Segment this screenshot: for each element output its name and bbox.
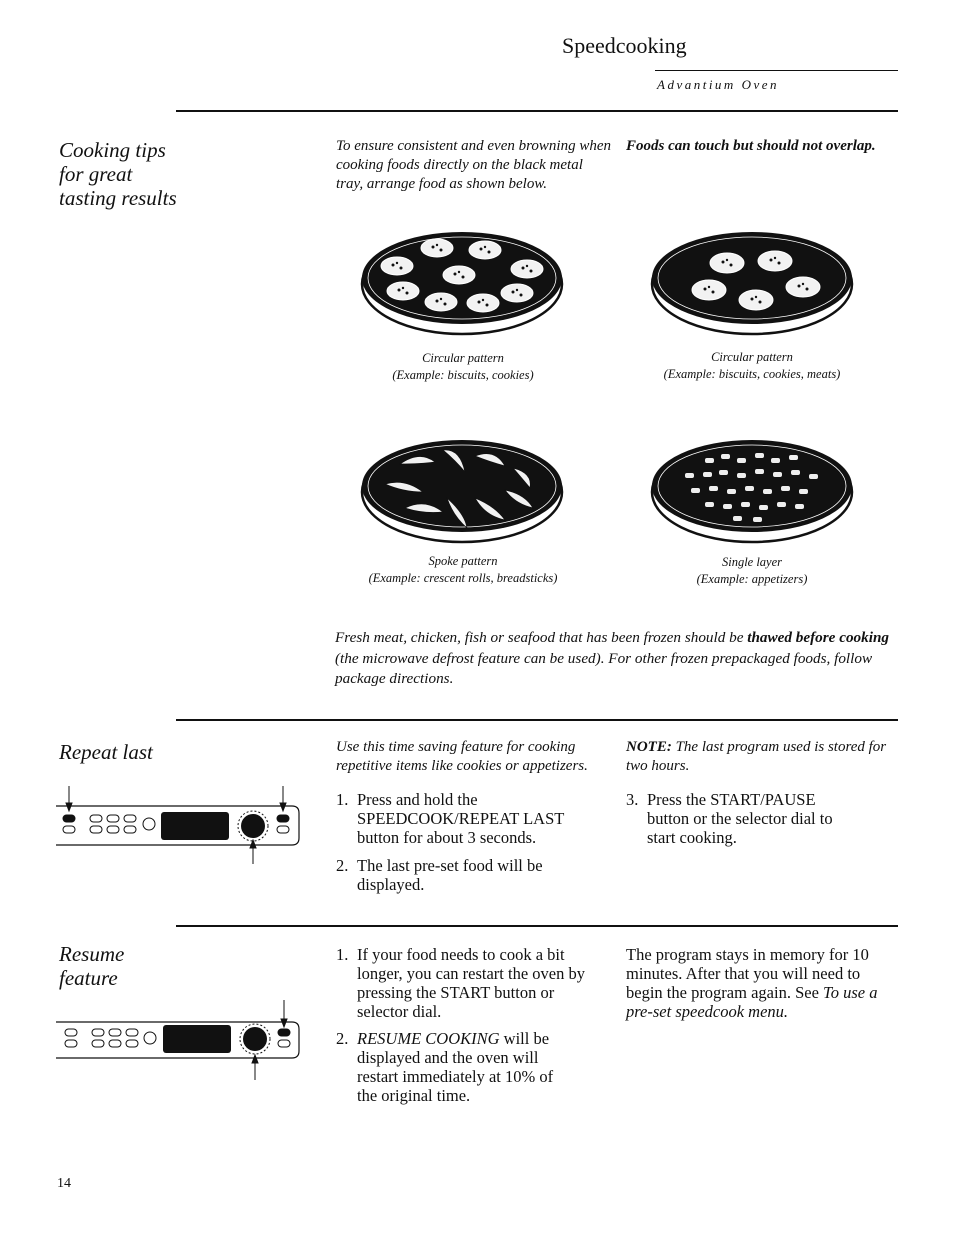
tips-note: Foods can touch but should not overlap. <box>626 138 876 154</box>
repeat-title: Repeat last <box>59 740 153 764</box>
step-text: Press the START/PAUSE button or the selector dial to start cooking. <box>647 790 833 847</box>
step-text: If your food needs to cook a bit longer, you can restart the oven by pressing the START button or selector dial. <box>357 945 585 1021</box>
step-number: 2. <box>336 856 349 875</box>
tray-single-layer-illustration <box>645 428 860 548</box>
caption-single-layer <box>632 554 872 588</box>
control-panel-repeat-illustration <box>56 786 300 866</box>
tray-circular-meats-illustration <box>645 220 860 340</box>
frozen-emphasis: thawed before cooking <box>747 629 889 646</box>
tips-title-line: tasting results <box>59 186 177 210</box>
step-number: 2. <box>336 1029 349 1048</box>
caption-line: (Example: biscuits, cookies) <box>392 368 534 382</box>
section-rule-repeat <box>176 719 898 721</box>
resume-title-line: Resume <box>59 942 125 966</box>
caption-line: Circular pattern <box>711 350 793 364</box>
tips-title-line: Cooking tips <box>59 138 166 162</box>
tips-title-line: for great <box>59 162 133 186</box>
caption-spoke <box>343 553 583 587</box>
caption-line: Circular pattern <box>422 351 504 365</box>
caption-line: (Example: crescent rolls, breadsticks) <box>368 571 558 585</box>
resume-memory-note <box>626 945 898 1021</box>
caption-line: (Example: appetizers) <box>696 572 808 586</box>
step-text-rest: will be displayed and the oven will restart immediately at 10% of the original time. <box>357 1029 554 1105</box>
repeat-intro: Use this time saving feature for cooking repetitive items like cookies or appetizers. <box>336 739 588 774</box>
page-subtitle: Advantium Oven <box>657 77 780 92</box>
tray-circular-cookies-illustration <box>355 220 570 340</box>
note-text: The last program used is stored for two hours. <box>626 739 887 774</box>
note-label: NOTE: <box>626 739 672 755</box>
repeat-note <box>626 738 906 776</box>
section-rule-resume <box>176 925 898 927</box>
memory-text: The program stays in memory for 10 minutes. After that you will need to begin the program again. See <box>626 945 869 1002</box>
caption-line: Spoke pattern <box>428 554 498 568</box>
caption-circular-cookies <box>343 350 583 384</box>
tray-spoke-illustration <box>355 428 570 548</box>
frozen-text: (the microwave defrost feature can be used). For other frozen prepackaged foods, follow package directions. <box>335 649 873 687</box>
step-text: The last pre-set food will be displayed. <box>357 856 543 894</box>
control-panel-resume-illustration <box>56 1000 300 1082</box>
resume-title <box>59 942 124 990</box>
page-number: 14 <box>57 1176 71 1191</box>
step-number: 3. <box>626 790 639 809</box>
caption-line: (Example: biscuits, cookies, meats) <box>663 367 841 381</box>
step-text: Press and hold the SPEEDCOOK/REPEAT LAST button for about 3 seconds. <box>357 790 565 847</box>
tips-intro: To ensure consistent and even browning when cooking foods directly on the black metal tray, arrange food as shown below. <box>336 138 611 192</box>
frozen-food-note <box>335 628 891 690</box>
frozen-text: Fresh meat, chicken, fish or seafood that has been frozen should be <box>335 629 748 646</box>
step-text <box>357 1029 577 1105</box>
page-title: Speedcooking <box>562 33 687 58</box>
section-rule-tips <box>176 110 898 112</box>
step-number: 1. <box>336 945 349 964</box>
step-number: 1. <box>336 790 349 809</box>
caption-circular-meats <box>632 349 872 383</box>
header-rule <box>655 70 898 71</box>
tips-title <box>59 138 177 210</box>
memory-reference: To use a pre-set speedcook menu. <box>626 983 878 1021</box>
caption-line: Single layer <box>721 555 783 569</box>
resume-title-line: feature <box>59 966 118 990</box>
resume-cooking-label: RESUME COOKING <box>357 1029 500 1048</box>
